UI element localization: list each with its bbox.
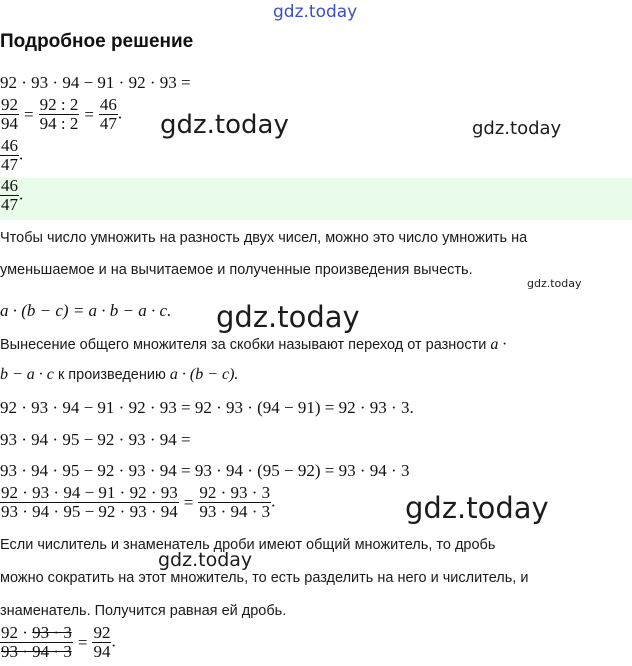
rule-text-line: уменьшаемое и на вычитаемое и полученные произведения вычесть. bbox=[0, 262, 473, 278]
equation-line: 93 · 94 · 95 − 92 · 93 · 94 = 93 · 94 · (95 − 92) = 93 · 94 · 3 bbox=[0, 461, 410, 480]
expression-line-1: 92 · 93 · 94 − 91 · 92 · 93 = bbox=[0, 73, 191, 92]
final-fraction: $\frac{92 \cdot 93 \cdot 3}{93 \cdot 94 \cdot 3}$ = $\frac{92}{94}$ . bbox=[1, 623, 116, 661]
watermark: gdz.today bbox=[472, 118, 562, 139]
rule-text-line: можно сократить на этот множитель, то есть разделить на него и числитель, и bbox=[0, 570, 529, 586]
watermark: gdz.today bbox=[527, 277, 582, 290]
fraction-result: $\frac{46}{47}$ . bbox=[1, 136, 24, 174]
watermark: gdz.today bbox=[158, 549, 253, 571]
watermark: gdz.today bbox=[405, 491, 549, 525]
rule-text-line: знаменатель. Получится равная ей дробь. bbox=[0, 603, 287, 619]
page-title: Подробное решение bbox=[0, 31, 194, 52]
watermark: gdz.today bbox=[160, 110, 289, 140]
equation-line: 92 · 93 · 94 − 91 · 92 · 93 = 92 · 93 · (94 − 91) = 92 · 93 · 3. bbox=[0, 398, 414, 417]
rule-text-line: Вынесение общего множителя за скобки называют переход от разности a · bbox=[0, 336, 507, 353]
fraction: $\frac{92 : 2}{94 : 2}$ bbox=[39, 95, 79, 133]
header-watermark: gdz.today bbox=[273, 2, 358, 22]
rule-text-line: Чтобы число умножить на разность двух чисел, можно это число умножить на bbox=[0, 230, 528, 246]
fraction: $\frac{92}{94}$ bbox=[1, 95, 18, 133]
watermark: gdz.today bbox=[216, 300, 360, 334]
equation-line: 93 · 94 · 95 − 92 · 93 · 94 = bbox=[0, 430, 191, 449]
fraction-chain: $\frac{92}{94}$ = $\frac{92 : 2}{94 : 2}$ = $\frac{46}{47}$ . bbox=[1, 95, 123, 133]
rule-text-line: Если числитель и знаменатель дроби имеют общий множитель, то дробь bbox=[0, 537, 496, 553]
fraction: $\frac{46}{47}$ bbox=[99, 95, 117, 133]
answer-fraction: $\frac{46}{47}$ . bbox=[1, 176, 24, 214]
rule-text-line: b − a · c к произведению a · (b − c). bbox=[0, 366, 239, 383]
big-fraction: $\frac{92 \cdot 93 \cdot 94 - 91 \cdot 92 \cdot 93}{93 \cdot 94 \cdot 95 - 92 \cdot 93 \cdot 94}$ = $\frac{92 \cdot 93 \cdot 3}{93 \cdot 94 \cdot 3}$ . bbox=[1, 483, 276, 521]
distributive-formula: a · (b − c) = a · b − a · c. bbox=[0, 301, 172, 320]
answer-highlight bbox=[0, 178, 632, 220]
